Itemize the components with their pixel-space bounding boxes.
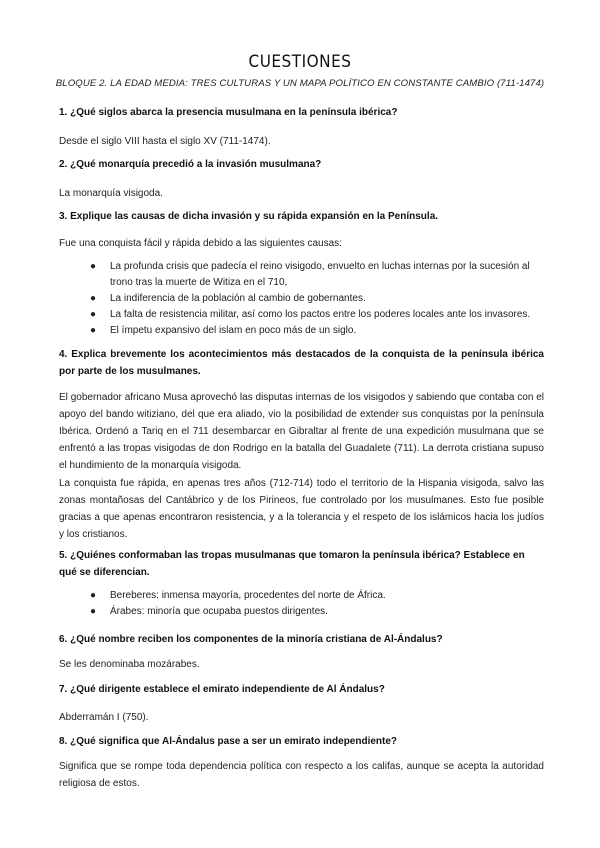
list-item: ● El ímpetu expansivo del islam en poco más de un siglo. (59, 323, 544, 339)
question-6: 6. ¿Qué nombre reciben los componentes de la minoría cristiana de Al-Ándalus? (59, 634, 443, 645)
question-2: 2. ¿Qué monarquía precedió a la invasión musulmana? (59, 159, 322, 170)
list-item: ● Árabes: minoría que ocupaba puestos dirigentes. (59, 604, 544, 620)
bullet-icon: ● (90, 325, 97, 336)
bullet-icon: ● (90, 261, 97, 272)
bullet-icon: ● (90, 293, 97, 304)
question-1: 1. ¿Qué siglos abarca la presencia musulmana en la península ibérica? (59, 107, 398, 118)
answer-4-paragraph-1: El gobernador africano Musa aprovechó las disputas internas de los visigodos y sabiendo que contaba con el apoyo del bando witiziano, del que era aliado, vio la posibilidad de extender sus conquistas por la península Ibérica. Ordenó a Tariq en el 711 desembarcar en Gibraltar al frente de una expedición musulmana que se enfrentó a las tropas visigodas de don Rodrigo en la batalla del Guadalete (711). La derrota cristiana supuso el hundimiento de la monarquía visigoda. (59, 392, 544, 471)
causes-list (59, 259, 544, 339)
troops-list (59, 588, 544, 620)
question-4: 4. Explica brevemente los acontecimientos más destacados de la conquista de la península ibérica por parte de los musulmanes. (59, 349, 544, 377)
bullet-icon: ● (90, 309, 97, 320)
answer-7: Abderramán I (750). (59, 712, 149, 723)
list-item: ● Bereberes: inmensa mayoría, procedentes del norte de África. (59, 588, 544, 604)
question-5: 5. ¿Quiénes conformaban las tropas musulmanas que tomaron la península ibérica? Establece en qué se diferencian. (59, 550, 525, 578)
answer-1: Desde el siglo VIII hasta el siglo XV (711-1474). (59, 136, 271, 147)
list-item: ● La profunda crisis que padecía el reino visigodo, envuelto en luchas internas por la sucesión al trono tras la muerte de Witiza en el 710, (90, 261, 530, 288)
question-8: 8. ¿Qué significa que Al-Ándalus pase a ser un emirato independiente? (59, 736, 398, 747)
answer-3-intro: Fue una conquista fácil y rápida debido a las siguientes causas: (59, 238, 342, 249)
answer-8: Significa que se rompe toda dependencia política con respecto a los califas, aunque se acepta la autoridad religiosa de estos. (59, 761, 544, 789)
list-item: ● La indiferencia de la población al cambio de gobernantes. (59, 291, 544, 307)
question-3: 3. Explique las causas de dicha invasión y su rápida expansión en la Península. (59, 211, 439, 222)
answer-4-paragraph-2: La conquista fue rápida, en apenas tres años (712-714) todo el territorio de la Hispania visigoda, salvo las zonas montañosas del Cantábrico y de los Pirineos, fue controlado por los musulmanes. Esto fue posible gracias a que apenas encontraron resistencia, y a la tolerancia y el respeto de los islámicos hacia los judíos y los cristianos. (59, 478, 544, 540)
answer-6: Se les denominaba mozárabes. (59, 659, 200, 670)
list-item: ● La falta de resistencia militar, así como los pactos entre los poderes locales ante los invasores. (59, 307, 544, 323)
bullet-icon: ● (90, 606, 97, 617)
page-title: CUESTIONES (248, 52, 352, 72)
page-subtitle: BLOQUE 2. LA EDAD MEDIA: TRES CULTURAS Y UN MAPA POLÍTICO EN CONSTANTE CAMBIO (711-1474) (55, 78, 545, 89)
question-7: 7. ¿Qué dirigente establece el emirato independiente de Al Ándalus? (59, 684, 385, 695)
answer-2: La monarquía visigoda. (59, 188, 163, 199)
bullet-icon: ● (90, 590, 97, 601)
